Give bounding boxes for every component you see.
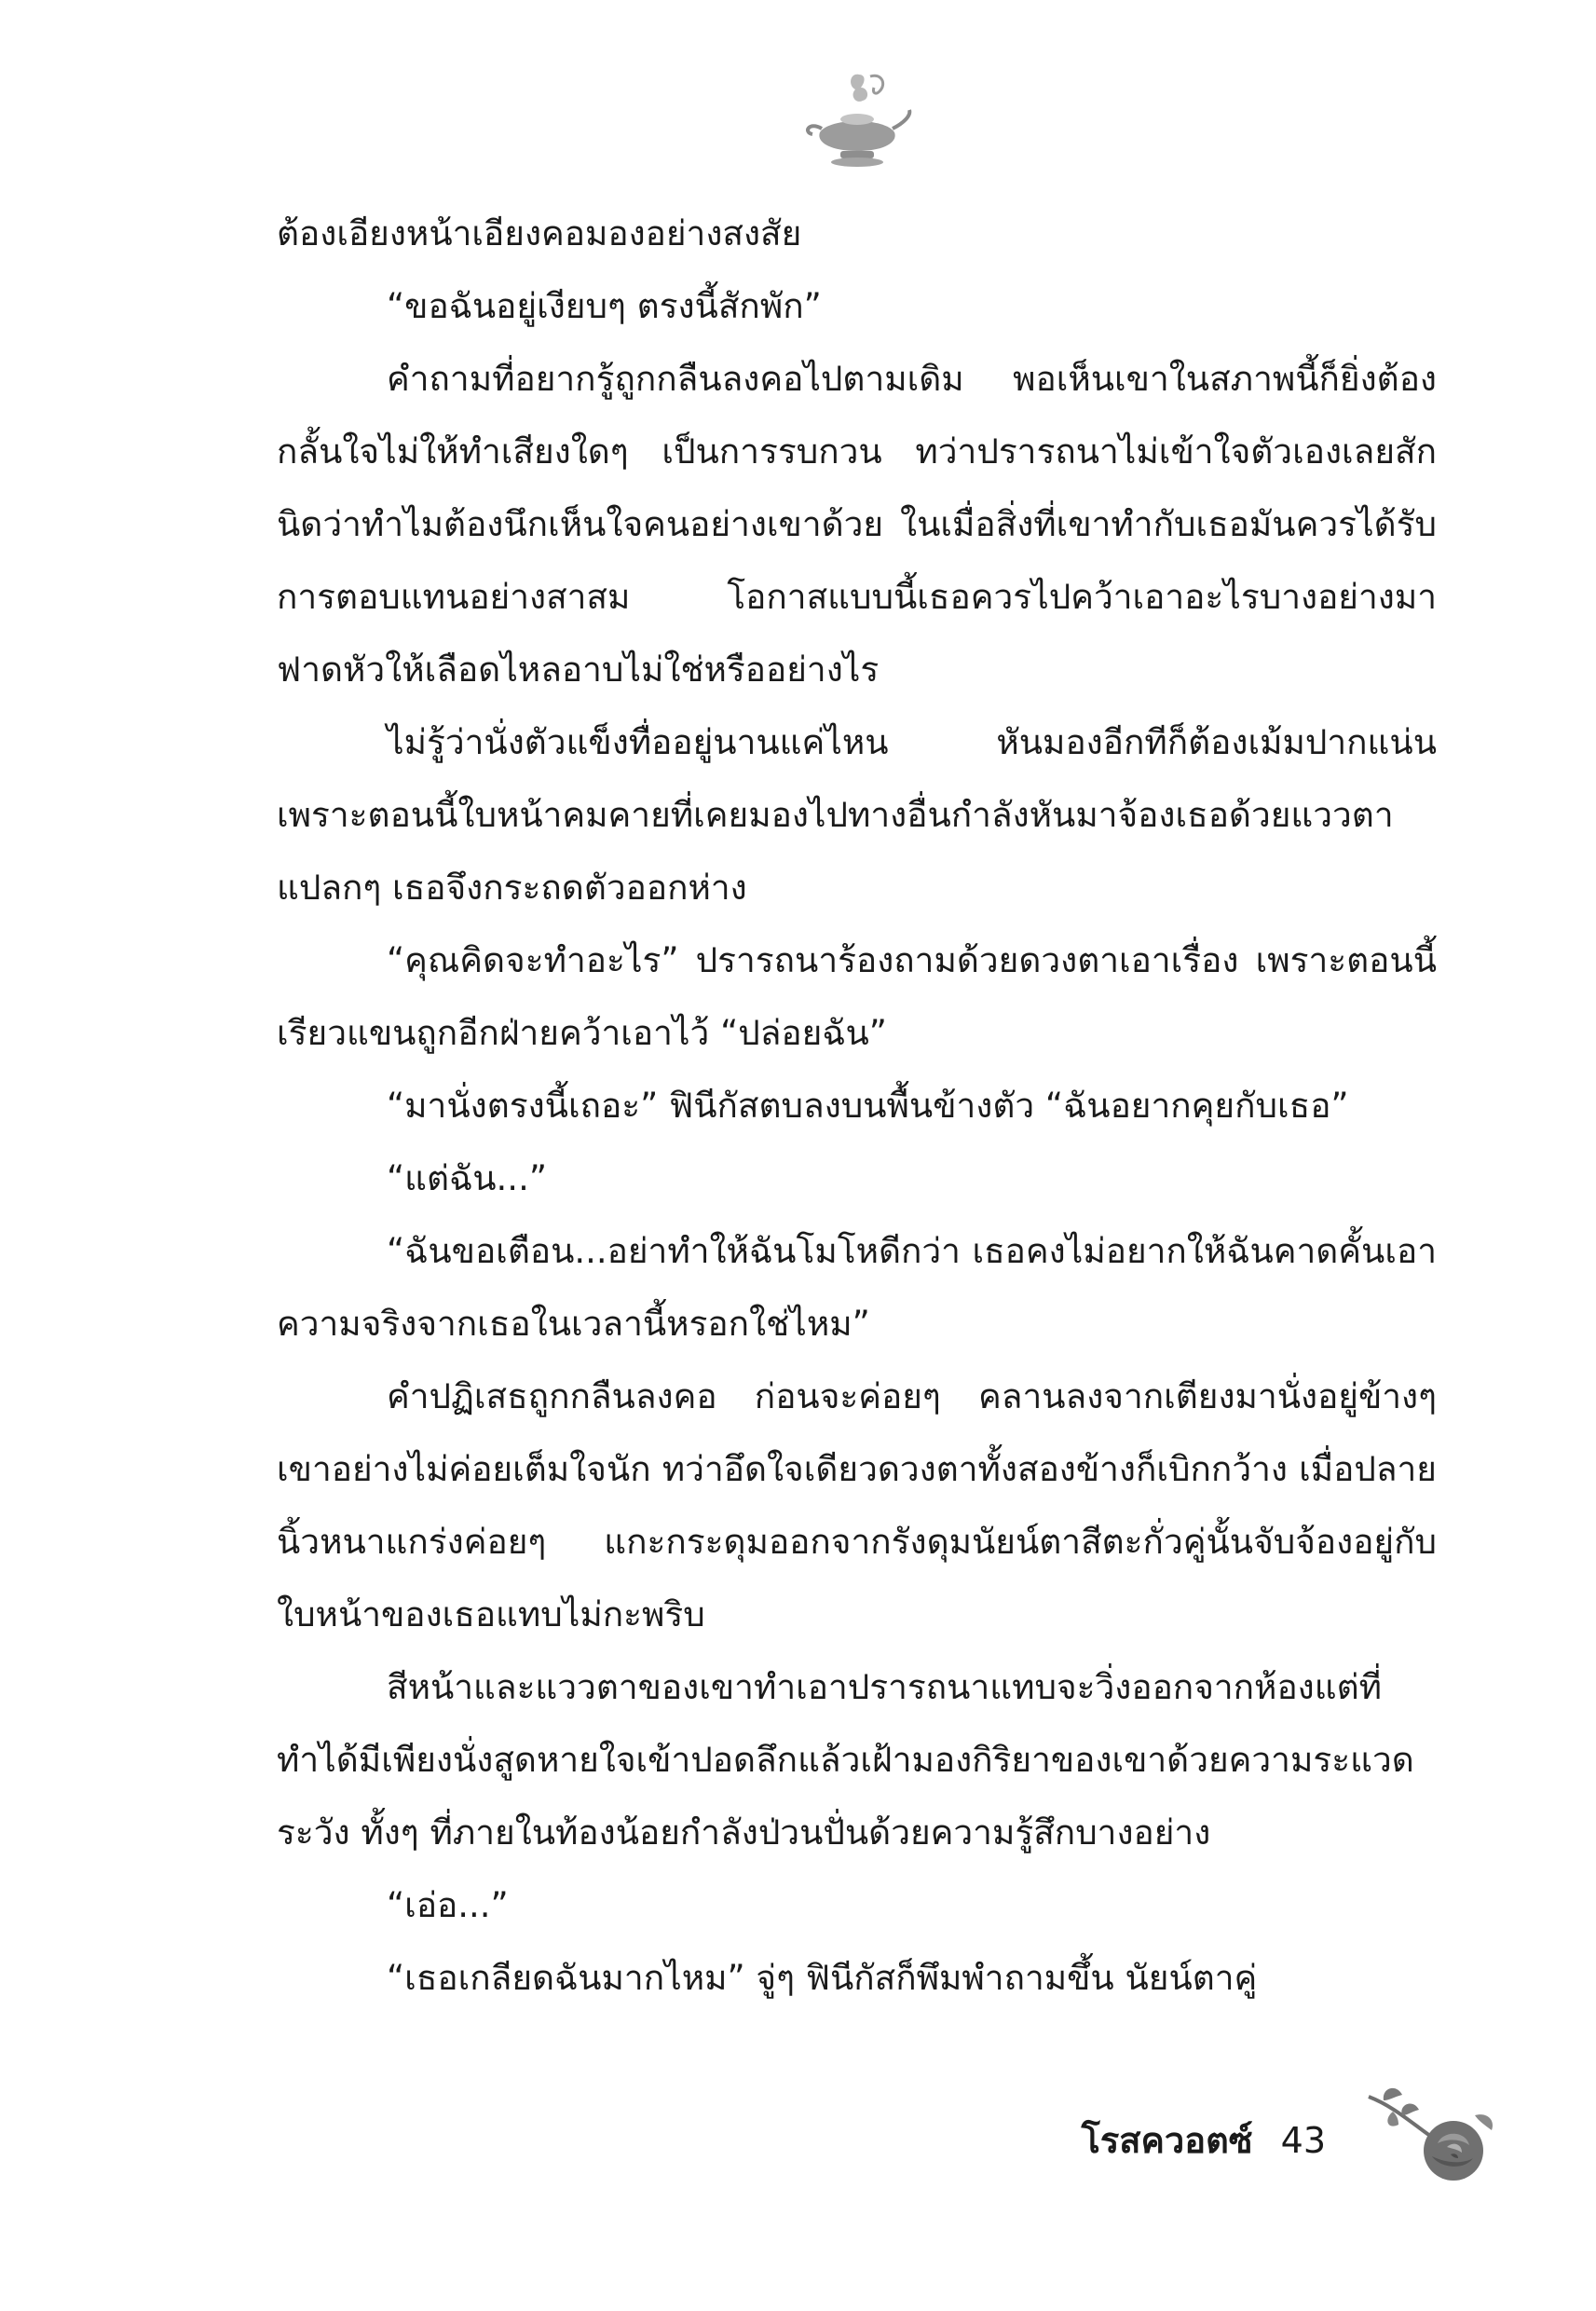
book-title: โรสควอตซ์ <box>1081 2120 1253 2161</box>
paragraph-9: คำปฏิเสธถูกกลืนลงคอ ก่อนจะค่อยๆ คลานลงจากเตียงมานั่งอยู่ข้างๆ เขาอย่างไม่ค่อยเต็มใจนัก ทว่าอึดใจเดียวดวงตาทั้งสองข้างก็เบิกกว้าง เมื่อปลายนิ้วหนาแกร่งค่อยๆ แกะกระดุมออกจากรังดุมนัยน์ตาสีตะกั่วคู่นั้นจับจ้องอยู่กับใบหน้าของเธอแทบไม่กะพริบ <box>277 1376 1437 1634</box>
paragraph-4: ไม่รู้ว่านั่งตัวแข็งทื่ออยู่นานแค่ไหน หันมองอีกทีก็ต้องเม้มปากแน่น เพราะตอนนี้ใบหน้าคมคายที่เคยมองไปทางอื่นกำลังหันมาจ้องเธอด้วยแววตาแปลกๆ เธอจึงกระถดตัวออกห่าง <box>277 722 1437 908</box>
rose-icon <box>1365 2078 1500 2190</box>
paragraph-8: “ฉันขอเตือน...อย่าทำให้ฉันโมโหดีกว่า เธอคงไม่อยากให้ฉันคาดคั้นเอาความจริงจากเธอในเวลานี้หรอกใช่ไหม” <box>277 1231 1437 1344</box>
magic-lamp-icon <box>801 67 913 170</box>
paragraph-12: “เธอเกลียดฉันมากไหม” จู่ๆ ฟินีกัสก็พึมพำถามขึ้น นัยน์ตาคู่ <box>387 1958 1258 1998</box>
paragraph-5: “คุณคิดจะทำอะไร” ปรารถนาร้องถามด้วยดวงตาเอาเรื่อง เพราะตอนนี้เรียวแขนถูกอีกฝ่ายคว้าเอาไว้ “ปล่อยฉัน” <box>277 940 1437 1053</box>
paragraph-3: คำถามที่อยากรู้ถูกกลืนลงคอไปตามเดิม พอเห็นเขาในสภาพนี้ก็ยิ่งต้องกลั้นใจไม่ให้ทำเสียงใดๆ เป็นการรบกวน ทว่าปรารถนาไม่เข้าใจตัวเองเลยสักนิดว่าทำไมต้องนึกเห็นใจคนอย่างเขาด้วย ในเมื่อสิ่งที่เขาทำกับเธอมันควรได้รับการตอบแทนอย่างสาสม โอกาสแบบนี้เธอควรไปคว้าเอาอะไรบางอย่างมาฟาดหัวให้เลือดไหลอาบไม่ใช่หรืออย่างไร <box>277 359 1437 690</box>
page-body <box>277 198 1437 2015</box>
page-number: 43 <box>1280 2120 1326 2161</box>
page-footer <box>1081 2117 1326 2164</box>
paragraph-6: “มานั่งตรงนี้เถอะ” ฟินีกัสตบลงบนพื้นข้างตัว “ฉันอยากคุยกับเธอ” <box>387 1086 1349 1126</box>
paragraph-10: สีหน้าและแววตาของเขาทำเอาปรารถนาแทบจะวิ่งออกจากห้องแต่ที่ทำได้มีเพียงนั่งสูดหายใจเข้าปอดลึกแล้วเฝ้ามองกิริยาของเขาด้วยความระแวดระวัง ทั้งๆ ที่ภายในท้องน้อยกำลังป่วนปั่นด้วยความรู้สึกบางอย่าง <box>277 1667 1414 1853</box>
paragraph-11: “เอ่อ...” <box>387 1885 509 1925</box>
paragraph-1: ต้องเอียงหน้าเอียงคอมองอย่างสงสัย <box>277 213 802 253</box>
paragraph-2: “ขอฉันอยู่เงียบๆ ตรงนี้สักพัก” <box>387 286 822 326</box>
paragraph-7: “แต่ฉัน...” <box>387 1158 547 1198</box>
